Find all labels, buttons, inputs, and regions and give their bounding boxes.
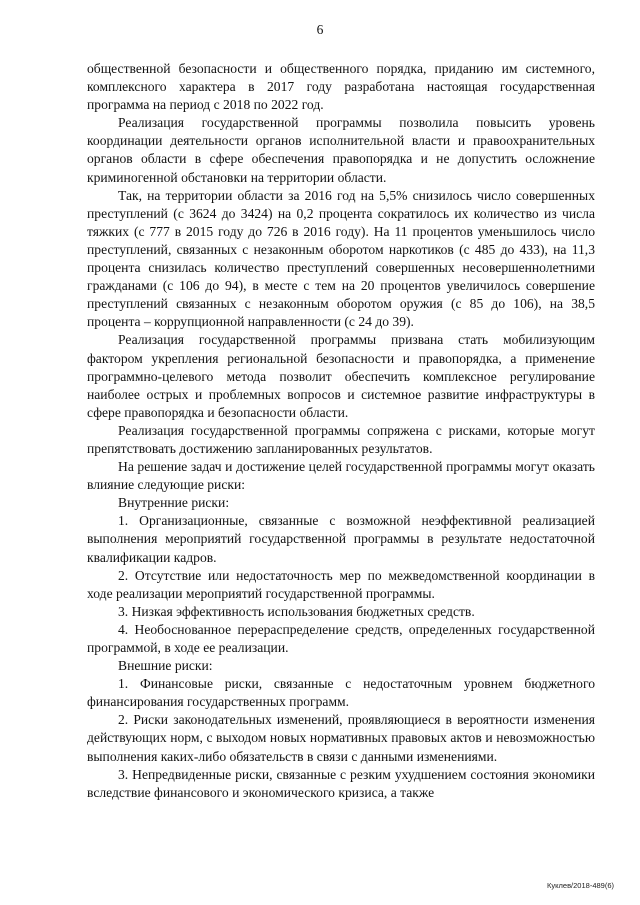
paragraph: Реализация государственной программы призвана стать мобилизующим фактором укрепления региональной безопасности и правопорядка, а применение программно-целевого метода позволит обеспечить комплексное регулирование наиболее острых и проблемных вопросов и системное развитие инфраструктуры в сфере правопорядка и безопасности области.: [87, 332, 595, 420]
list-item: 1. Организационные, связанные с возможной неэффективной реализацией выполнения мероприятий государственной программы в результате недостаточной квалификации кадров.: [87, 513, 595, 565]
list-item: 3. Низкая эффективность использования бюджетных средств.: [118, 603, 475, 619]
section-heading-internal-risks: Внутренние риски:: [118, 495, 230, 511]
footer-reference: Куклев/2018-489(6): [547, 881, 614, 890]
list-item: 1. Финансовые риски, связанные с недостаточным уровнем бюджетного финансирования государственных программ.: [87, 676, 595, 710]
list-item: 2. Риски законодательных изменений, проявляющиеся в вероятности изменения действующих норм, с выходом новых нормативных правовых актов и невозможностью выполнения каких-либо обязательств в связи с данными изменениями.: [87, 712, 595, 764]
paragraph: Реализация государственной программы сопряжена с рисками, которые могут препятствовать достижению запланированных результатов.: [87, 422, 595, 456]
section-heading-external-risks: Внешние риски:: [118, 658, 213, 674]
list-item: 2. Отсутствие или недостаточность мер по межведомственной координации в ходе реализации мероприятий государственной программы.: [87, 567, 595, 601]
page-number: 6: [316, 22, 324, 37]
paragraph: Реализация государственной программы позволила повысить уровень координации деятельности органов исполнительной власти и правоохранительных органов области в сфере обеспечения правопорядка и не допустить осложнение криминогенной обстановки на территории области.: [87, 115, 595, 185]
paragraph: На решение задач и достижение целей государственной программы могут оказать влияние следующие риски:: [87, 459, 595, 493]
list-item: 4. Необоснованное перераспределение средств, определенных государственной программой, в ходе ее реализации.: [87, 621, 595, 655]
list-item: 3. Непредвиденные риски, связанные с резким ухудшением состояния экономики вследствие финансового и экономического кризиса, а также: [87, 766, 595, 800]
paragraph: общественной безопасности и общественного порядка, приданию им системного, комплексного характера в 2017 году разработана настоящая государственная программа на период с 2018 по 2022 год.: [87, 61, 595, 113]
document-body: [87, 60, 595, 802]
paragraph: Так, на территории области за 2016 год на 5,5% снизилось число совершенных преступлений (с 3624 до 3424) на 0,2 процента сократилось их количество из числа тяжких (с 777 в 2015 году до 726 в 2016 году). На 11 процентов уменьшилось число преступлений, связанных с незаконным оборотом наркотиков (с 485 до 433), на 11,3 процента снизилась количество преступлений совершенных несовершеннолетними гражданами (с 106 до 94), в месте с тем на 20 процентов увеличилось совершение преступлений связанных с незаконным оборотом оружия (с 85 до 106), на 38,5 процента – коррупционной направленности (с 24 до 39).: [87, 187, 595, 330]
